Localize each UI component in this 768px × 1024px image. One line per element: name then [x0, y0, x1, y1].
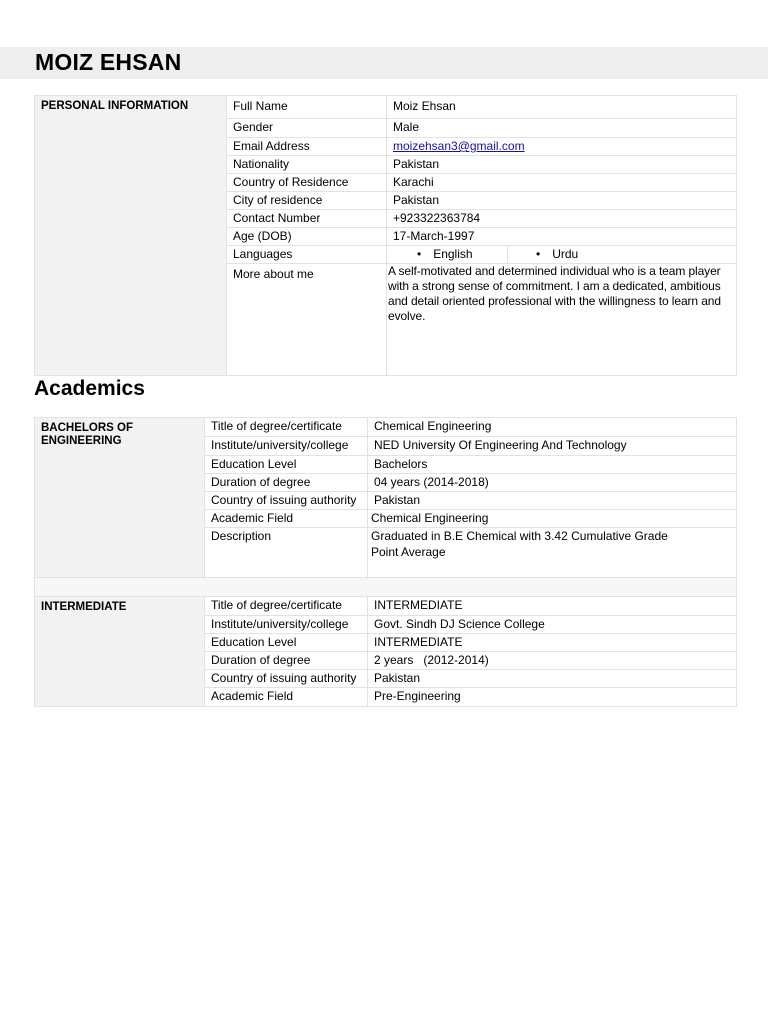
bullet-icon: • — [417, 247, 422, 261]
field-label: Country of Residence — [227, 174, 387, 192]
field-value: INTERMEDIATE — [368, 634, 737, 652]
field-value: Pakistan — [387, 192, 737, 210]
field-value: +923322363784 — [387, 210, 737, 228]
field-label: Academic Field — [205, 510, 368, 528]
field-label: Country of issuing authority — [205, 492, 368, 510]
language-item — [387, 246, 508, 264]
field-value: 04 years (2014-2018) — [368, 474, 737, 492]
field-value: Male — [387, 119, 737, 138]
field-value: Chemical Engineering — [368, 418, 737, 437]
section-label-bachelors: BACHELORS OF ENGINEERING — [35, 418, 205, 578]
field-label: Education Level — [205, 634, 368, 652]
field-label: Title of degree/certificate — [205, 418, 368, 437]
field-label: Duration of degree — [205, 652, 368, 670]
field-label: Languages — [227, 246, 387, 264]
field-label: Title of degree/certificate — [205, 597, 368, 616]
name-band — [0, 47, 768, 79]
field-value: Pre-Engineering — [368, 688, 737, 707]
field-label: Gender — [227, 119, 387, 138]
table-spacer-row — [35, 578, 737, 597]
table-row — [35, 597, 737, 616]
field-label: Institute/university/college — [205, 437, 368, 456]
field-value: Pakistan — [368, 670, 737, 688]
field-label: Duration of degree — [205, 474, 368, 492]
field-value: INTERMEDIATE — [368, 597, 737, 616]
language-item — [508, 246, 737, 264]
field-label: City of residence — [227, 192, 387, 210]
candidate-name: MOIZ EHSAN — [35, 49, 182, 75]
field-value: Bachelors — [368, 456, 737, 474]
table-row — [35, 96, 737, 119]
field-label: Email Address — [227, 138, 387, 156]
field-value: NED University Of Engineering And Technology — [368, 437, 737, 456]
field-label: Contact Number — [227, 210, 387, 228]
table-row — [35, 418, 737, 437]
bullet-icon: • — [536, 247, 541, 261]
language-urdu: Urdu — [552, 247, 579, 261]
section-label-personal: PERSONAL INFORMATION — [35, 96, 227, 376]
field-label: Age (DOB) — [227, 228, 387, 246]
field-label: More about me — [227, 264, 387, 376]
field-label: Education Level — [205, 456, 368, 474]
field-value: Graduated in B.E Chemical with 3.42 Cumulative Grade Point Average — [368, 528, 737, 578]
field-value: 2 years (2012-2014) — [368, 652, 737, 670]
field-value: Chemical Engineering — [368, 510, 737, 528]
field-value: 17-March-1997 — [387, 228, 737, 246]
field-value: Pakistan — [368, 492, 737, 510]
field-label: Institute/university/college — [205, 616, 368, 634]
about-text: A self-motivated and determined individual who is a team player with a strong sense of commitment. I am a dedicated, ambitious and detail oriented professional with the willingness to learn and evolve. — [387, 264, 737, 376]
personal-info-table — [34, 95, 737, 376]
field-label: Academic Field — [205, 688, 368, 707]
field-label: Nationality — [227, 156, 387, 174]
field-label: Full Name — [227, 96, 387, 119]
field-label: Description — [205, 528, 368, 578]
section-label-intermediate: INTERMEDIATE — [35, 597, 205, 707]
field-label: Country of issuing authority — [205, 670, 368, 688]
language-english: English — [433, 247, 473, 261]
field-value: Govt. Sindh DJ Science College — [368, 616, 737, 634]
field-value: Karachi — [387, 174, 737, 192]
email-link[interactable]: moizehsan3@gmail.com — [393, 139, 525, 153]
field-value: Pakistan — [387, 156, 737, 174]
field-value: Moiz Ehsan — [387, 96, 737, 119]
academics-heading: Academics — [34, 377, 145, 400]
academics-table — [34, 417, 737, 707]
